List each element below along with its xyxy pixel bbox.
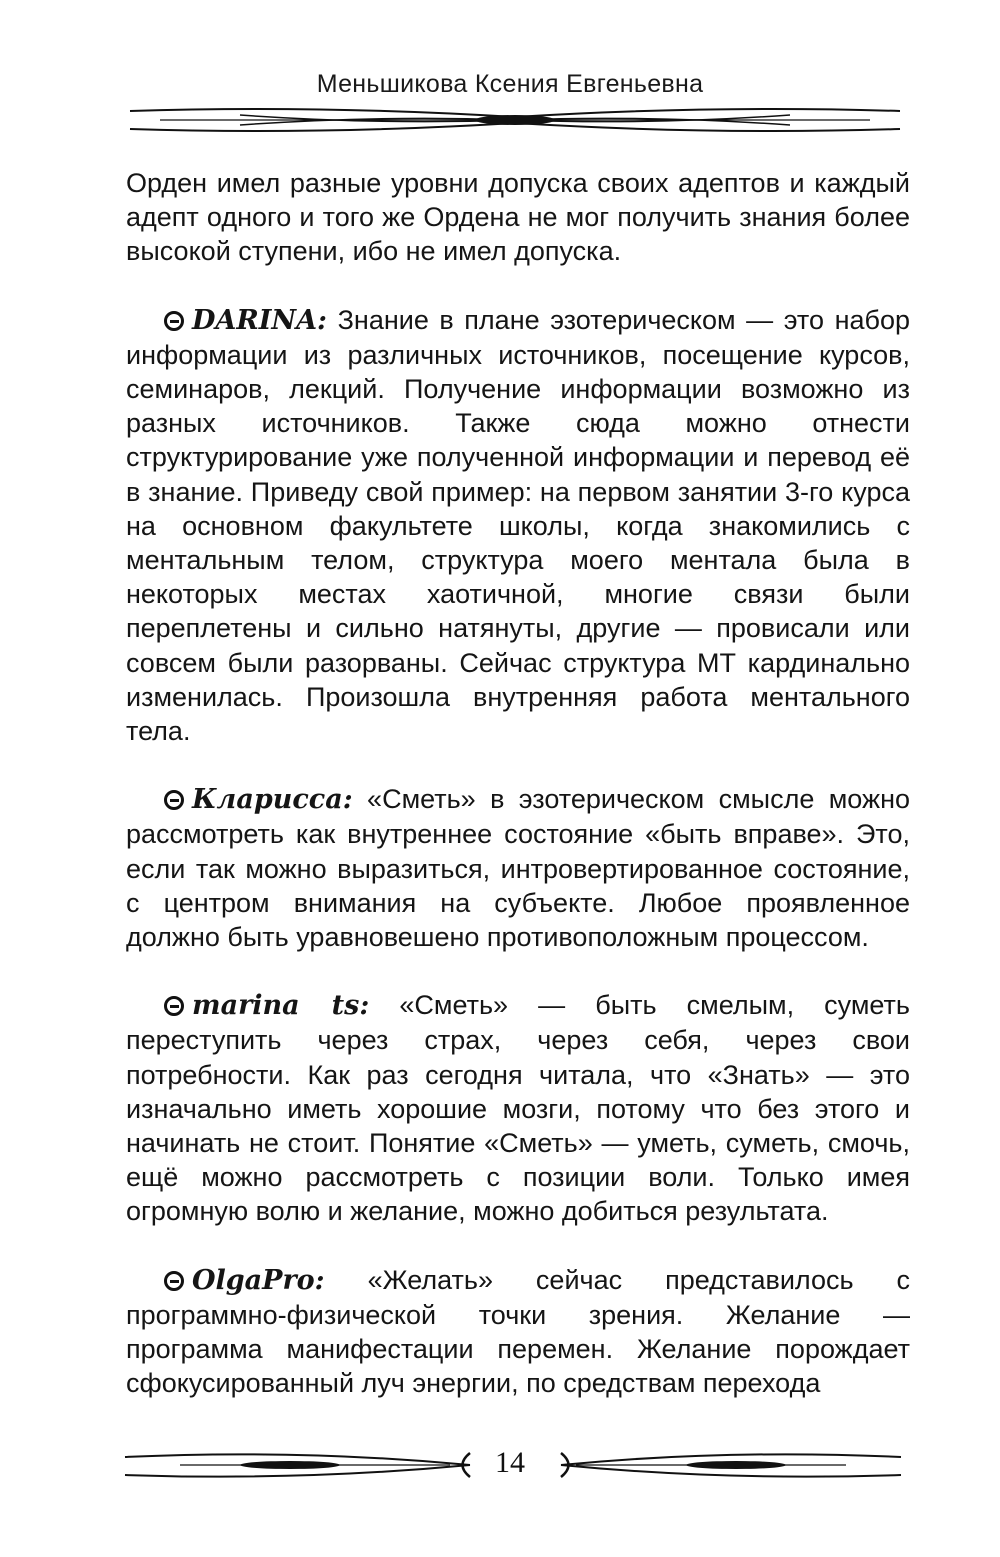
footer-ornament-right (556, 1445, 906, 1485)
entry-darina (126, 303, 910, 749)
author-name: OlgaPro: (192, 1264, 325, 1296)
paragraph-intro (126, 166, 910, 269)
running-head-author: Меньшикова Ксения Евгеньевна (316, 70, 704, 98)
arrow-circle-icon (164, 790, 184, 810)
author-name: DARINA: (192, 304, 328, 336)
page-number: 14 (495, 1446, 525, 1479)
author-name: marina ts: (192, 990, 370, 1022)
arrow-circle-icon (164, 311, 184, 331)
author-name: Кларисса: (192, 784, 353, 816)
paragraph-text: Орден имел разные уровни допуска своих адептов и каждый адепт одного и того же Ордена не мог получить знания более высокой ступени, ибо не имел допуска. (126, 168, 910, 267)
entry-text: «Желать» сейчас представилось с программно-физической точки зрения. Желание — программа манифестации перемен. Желание порождает сфокусированный луч энергии, по средствам перехода (126, 1264, 910, 1399)
entry-olgapro (126, 1263, 910, 1401)
entry-text: Знание в плане эзотерическом — это набор информации из различных источников, посещение курсов, семинаров, лекций. Получение информации возможно из разных источников. Также сюда можно отнести структурирование уже полученной информации и перевод её в знание. Приведу свой пример: на первом занятии 3-го курса на основном факультете школы, когда знакомились с ментальным телом, структура моего ментала была в некоторых местах хаотичной, многие связи были переплетены и сильно натянуты, другие — провисали или совсем были разорваны. Сейчас структура МТ кардинально изменилась. Произошла внутренняя работа ментального тела. (126, 304, 910, 747)
running-header (120, 70, 900, 99)
arrow-circle-icon (164, 996, 184, 1016)
footer-ornament-left (120, 1445, 480, 1485)
page-body (126, 166, 910, 1401)
arrow-circle-icon (164, 1271, 184, 1291)
entry-text: «Сметь» — быть смелым, суметь переступить через страх, через себя, через свои потребности. Как раз сегодня читала, что «Знать» — это изначально иметь хорошие мозги, потому что без этого и начинать не стоит. Понятие «Сметь» — уметь, суметь, смочь, ещё можно рассмотреть с позиции воли. Только имея огромную волю и желание, можно добиться результата. (126, 990, 910, 1227)
header-ornament (120, 103, 910, 137)
entry-text: «Сметь» в эзотерическом смысле можно рассмотреть как внутреннее состояние «быть вправе». Это, если так можно выразиться, интровертированное состояние, с центром внимания на субъекте. Любое проявленное должно быть уравновешено противоположным процессом. (126, 784, 910, 953)
entry-klarissa (126, 782, 910, 954)
entry-marina-ts (126, 988, 910, 1228)
